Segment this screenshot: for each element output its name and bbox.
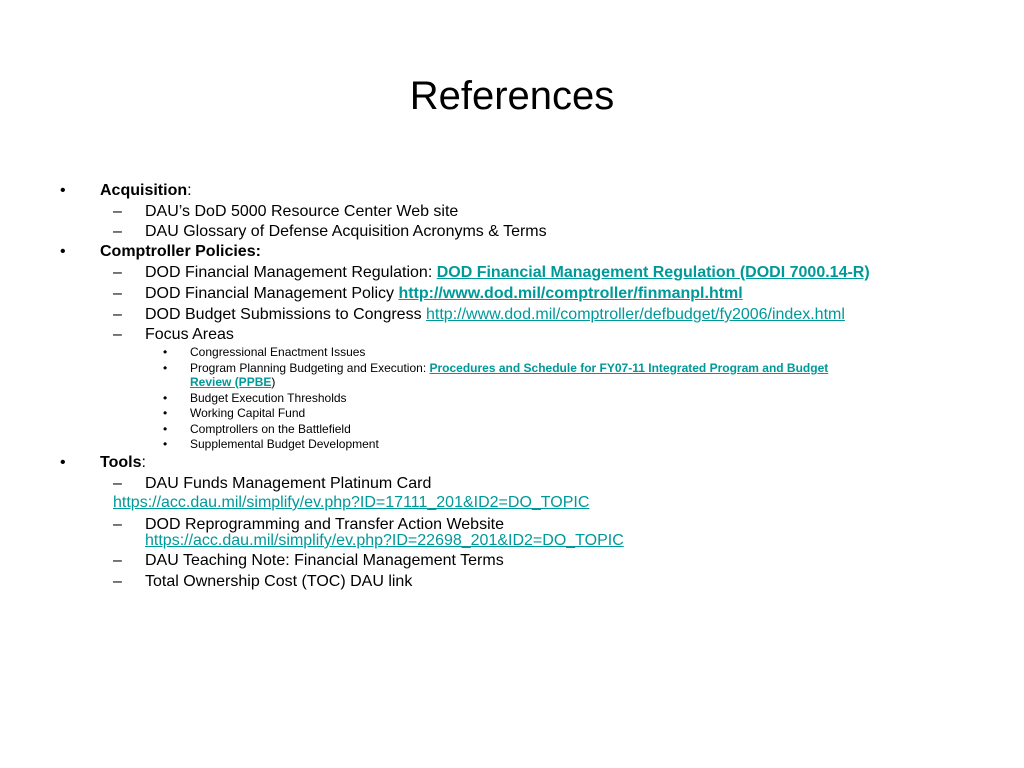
list-item-tools-3	[113, 551, 504, 571]
dash-icon: –	[113, 306, 122, 323]
tools-4-text: Total Ownership Cost (TOC) DAU link	[145, 573, 413, 590]
list-item-focus-2-cont	[190, 375, 275, 390]
platinum-card-link[interactable]: https://acc.dau.mil/simplify/ev.php?ID=17111_201&ID2=DO_TOPIC	[113, 494, 590, 511]
focus-2-tail: )	[271, 375, 276, 389]
list-item-tools-4	[113, 572, 413, 592]
bullet-icon: •	[60, 243, 66, 260]
list-item-acq-1	[113, 202, 459, 222]
list-item-tools	[60, 453, 146, 473]
dash-icon: –	[113, 475, 122, 492]
focus-areas-label: Focus Areas	[145, 326, 234, 343]
bullet-icon: •	[60, 182, 66, 199]
list-item-focus-2	[163, 361, 829, 376]
list-item-comptroller	[60, 242, 261, 262]
list-item-comp-3	[113, 305, 845, 325]
focus-6-text: Supplemental Budget Development	[190, 437, 379, 451]
focus-3-text: Budget Execution Thresholds	[190, 391, 347, 405]
dash-icon: –	[113, 573, 122, 590]
dash-icon: –	[113, 326, 122, 343]
comp-3-text: DOD Budget Submissions to Congress	[145, 306, 427, 323]
tools-3-text: DAU Teaching Note: Financial Management Terms	[145, 552, 504, 569]
acquisition-heading: Acquisition	[100, 182, 188, 199]
bullet-icon: •	[163, 345, 168, 359]
focus-1-text: Congressional Enactment Issues	[190, 345, 366, 359]
focus-5-text: Comptrollers on the Battlefield	[190, 422, 351, 436]
dash-icon: –	[113, 264, 122, 281]
reprogramming-link[interactable]: https://acc.dau.mil/simplify/ev.php?ID=22698_201&ID2=DO_TOPIC	[145, 532, 624, 549]
dash-icon: –	[113, 516, 122, 533]
tools-heading: Tools	[100, 454, 142, 471]
focus-4-text: Working Capital Fund	[190, 406, 306, 420]
bullet-icon: •	[163, 361, 168, 375]
fmr-link[interactable]: DOD Financial Management Regulation (DODI 7000.14-R)	[436, 264, 870, 281]
dash-icon: –	[113, 223, 122, 240]
tools-1-text: DAU Funds Management Platinum Card	[145, 475, 432, 492]
bullet-icon: •	[163, 422, 168, 436]
list-item-tools-1-link	[113, 493, 589, 513]
comp-1-text: DOD Financial Management Regulation:	[145, 264, 437, 281]
acq-2-text: DAU Glossary of Defense Acquisition Acronyms & Terms	[145, 223, 547, 240]
bullet-icon: •	[163, 391, 168, 405]
bullet-icon: •	[163, 437, 168, 451]
slide-title: References	[409, 74, 615, 118]
tools-2-text: DOD Reprogramming and Transfer Action Website	[145, 516, 504, 533]
list-item-acquisition	[60, 181, 192, 201]
acq-1-text: DAU’s DoD 5000 Resource Center Web site	[145, 203, 459, 220]
comptroller-heading: Comptroller Policies:	[100, 243, 261, 260]
tools-colon: :	[141, 454, 146, 471]
list-item-tools-2-link	[145, 531, 624, 551]
bullet-icon: •	[163, 406, 168, 420]
list-item-comp-2	[113, 284, 743, 304]
list-item-acq-2	[113, 222, 547, 242]
list-item-tools-1	[113, 474, 432, 494]
list-item-focus-3	[163, 391, 347, 406]
list-item-focus-6	[163, 437, 379, 452]
finmanpl-link[interactable]: http://www.dod.mil/comptroller/finmanpl.html	[398, 285, 743, 302]
dash-icon: –	[113, 203, 122, 220]
ppbe-link[interactable]: Procedures and Schedule for FY07-11 Integrated Program and Budget	[429, 361, 829, 375]
list-item-focus-4	[163, 406, 306, 421]
list-item-focus-5	[163, 422, 351, 437]
focus-2-text: Program Planning Budgeting and Execution:	[190, 361, 430, 375]
list-item-focus-1	[163, 345, 366, 360]
list-item-focus-areas	[113, 325, 234, 345]
ppbe-link-cont[interactable]: Review (PPBE	[190, 375, 272, 389]
bullet-icon: •	[60, 454, 66, 471]
dash-icon: –	[113, 552, 122, 569]
list-item-comp-1	[113, 263, 870, 283]
comp-2-text: DOD Financial Management Policy	[145, 285, 399, 302]
dash-icon: –	[113, 285, 122, 302]
acquisition-colon: :	[187, 182, 192, 199]
defbudget-link[interactable]: http://www.dod.mil/comptroller/defbudget/fy2006/index.html	[426, 306, 845, 323]
